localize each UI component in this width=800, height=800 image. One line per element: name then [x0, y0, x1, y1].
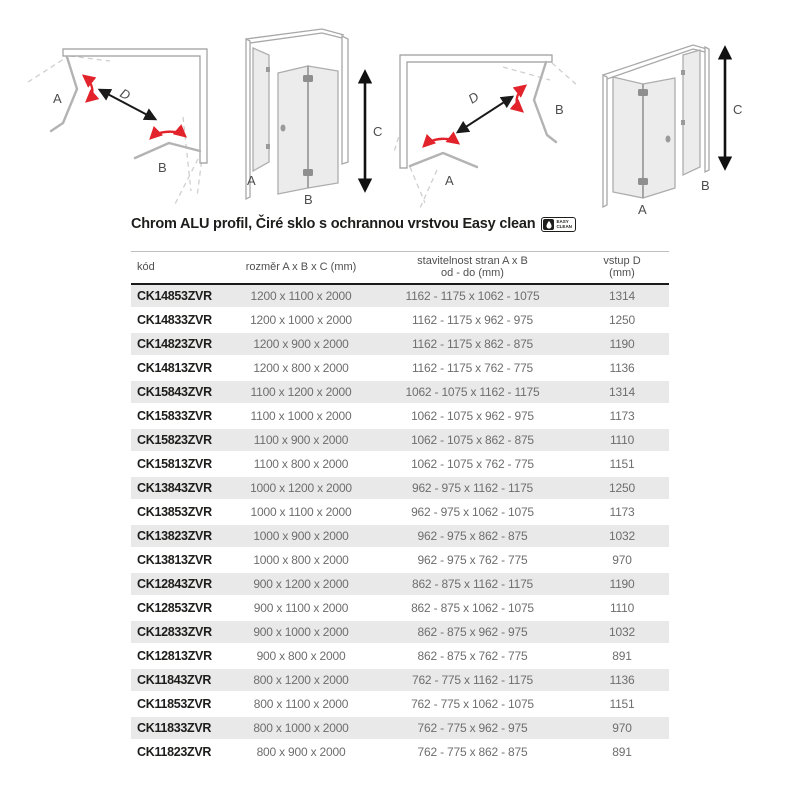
cell-entry: 1250 — [575, 476, 669, 500]
table-row — [131, 548, 669, 572]
table-row — [131, 644, 669, 668]
cell-adjustability: 1062 - 1075 x 962 - 975 — [370, 404, 575, 428]
cell-entry: 1032 — [575, 620, 669, 644]
cell-size: 1000 x 900 x 2000 — [232, 524, 370, 548]
cell-size: 1100 x 1000 x 2000 — [232, 404, 370, 428]
door-b-fold — [534, 62, 556, 142]
panel-a — [253, 48, 269, 171]
cell-entry: 1151 — [575, 452, 669, 476]
cell-size: 1200 x 1000 x 2000 — [232, 308, 370, 332]
cell-entry: 1173 — [575, 500, 669, 524]
cell-entry: 1250 — [575, 308, 669, 332]
cell-code: CK13823ZVR — [131, 524, 232, 548]
cell-entry: 1314 — [575, 380, 669, 404]
cell-adjustability: 762 - 775 x 1062 - 1075 — [370, 692, 575, 716]
swing-arrow-b — [151, 132, 185, 138]
hinge-a-bottom — [266, 144, 270, 149]
cell-size: 1200 x 900 x 2000 — [232, 332, 370, 356]
cell-size: 1200 x 800 x 2000 — [232, 356, 370, 380]
cell-entry: 970 — [575, 548, 669, 572]
label-c: C — [373, 124, 383, 139]
cell-adjustability: 962 - 975 x 1162 - 1175 — [370, 476, 575, 500]
label-b: B — [555, 102, 564, 117]
cell-size: 1200 x 1100 x 2000 — [232, 284, 370, 308]
label-c: C — [733, 102, 743, 117]
col-header-adjustability-line2: od - do (mm) — [441, 267, 504, 279]
swing-dashed-lines — [394, 63, 578, 208]
table-row — [131, 524, 669, 548]
door-handle — [666, 136, 671, 143]
cell-entry: 1173 — [575, 404, 669, 428]
table-row — [131, 740, 669, 764]
cell-entry: 1136 — [575, 668, 669, 692]
panel-b — [683, 50, 700, 175]
cell-size: 800 x 1100 x 2000 — [232, 692, 370, 716]
cell-adjustability: 1062 - 1075 x 762 - 775 — [370, 452, 575, 476]
cell-code: CK12813ZVR — [131, 644, 232, 668]
droplet-icon — [543, 219, 554, 230]
hinge-a-top — [638, 89, 648, 96]
cell-size: 900 x 1100 x 2000 — [232, 596, 370, 620]
badge-line-2: CLEAN — [556, 224, 572, 229]
cell-size: 1000 x 1200 x 2000 — [232, 476, 370, 500]
page-title: Chrom ALU profil, Čiré sklo s ochrannou vrstvou Easy clean — [131, 216, 536, 232]
cell-code: CK15813ZVR — [131, 452, 232, 476]
col-header-adjustability-line1: stavitelnost stran A x B — [417, 255, 528, 267]
cell-size: 800 x 900 x 2000 — [232, 740, 370, 764]
hinge-b-mid — [681, 120, 685, 125]
cell-code: CK13853ZVR — [131, 500, 232, 524]
cell-size: 900 x 1000 x 2000 — [232, 620, 370, 644]
cell-size: 1000 x 1100 x 2000 — [232, 500, 370, 524]
swing-dashed-lines — [28, 56, 205, 206]
table-row — [131, 308, 669, 332]
cell-adjustability: 962 - 975 x 762 - 775 — [370, 548, 575, 572]
cell-code: CK13813ZVR — [131, 548, 232, 572]
table-row — [131, 404, 669, 428]
spec-table — [131, 251, 669, 765]
wall-top-rail — [246, 29, 344, 39]
cell-entry: 970 — [575, 716, 669, 740]
door-handle — [281, 125, 286, 132]
easy-clean-badge — [541, 217, 576, 232]
hinge-a-top — [266, 67, 270, 72]
col-header-size: rozměr A x B x C (mm) — [232, 252, 370, 285]
table-header-row — [131, 252, 669, 285]
cell-entry: 1314 — [575, 284, 669, 308]
cell-code: CK15833ZVR — [131, 404, 232, 428]
cell-adjustability: 762 - 775 x 862 - 875 — [370, 740, 575, 764]
col-header-adjustability — [370, 252, 575, 285]
wall-outline — [63, 49, 207, 163]
wall-outline — [400, 55, 552, 168]
label-d: D — [117, 85, 133, 104]
swing-arrow-b — [517, 86, 525, 111]
cell-code: CK11853ZVR — [131, 692, 232, 716]
col-header-entry-line1: vstup D — [603, 255, 641, 267]
table-row — [131, 692, 669, 716]
cell-size: 1100 x 1200 x 2000 — [232, 380, 370, 404]
cell-adjustability: 862 - 875 x 962 - 975 — [370, 620, 575, 644]
cell-code: CK12843ZVR — [131, 572, 232, 596]
table-row — [131, 716, 669, 740]
wall-right-return — [342, 36, 348, 164]
wall-left-post — [603, 75, 607, 207]
cell-entry: 1136 — [575, 356, 669, 380]
door-b-fold — [135, 143, 200, 158]
table-row — [131, 356, 669, 380]
table-row — [131, 500, 669, 524]
label-a: A — [638, 202, 647, 217]
cell-adjustability: 862 - 875 x 1062 - 1075 — [370, 596, 575, 620]
dimension-arrow-d — [458, 97, 512, 132]
label-a: A — [247, 173, 256, 188]
cell-adjustability: 1162 - 1175 x 1062 - 1075 — [370, 284, 575, 308]
cell-code: CK15843ZVR — [131, 380, 232, 404]
diagram-perspective-right — [588, 22, 773, 227]
cell-entry: 1032 — [575, 524, 669, 548]
cell-size: 800 x 1200 x 2000 — [232, 668, 370, 692]
cell-adjustability: 762 - 775 x 962 - 975 — [370, 716, 575, 740]
wall-right-post — [705, 47, 709, 172]
cell-code: CK14813ZVR — [131, 356, 232, 380]
label-a: A — [53, 91, 62, 106]
cell-entry: 1190 — [575, 332, 669, 356]
label-b: B — [304, 192, 313, 207]
cell-code: CK12853ZVR — [131, 596, 232, 620]
cell-size: 1100 x 800 x 2000 — [232, 452, 370, 476]
table-row — [131, 572, 669, 596]
table-row — [131, 380, 669, 404]
table-row — [131, 620, 669, 644]
cell-adjustability: 1162 - 1175 x 762 - 775 — [370, 356, 575, 380]
cell-adjustability: 1062 - 1075 x 862 - 875 — [370, 428, 575, 452]
hinge-a-bottom — [638, 178, 648, 185]
cell-entry: 1151 — [575, 692, 669, 716]
label-d: D — [465, 88, 482, 107]
easy-clean-badge-text — [556, 219, 572, 229]
label-b: B — [158, 160, 167, 175]
cell-size: 900 x 1200 x 2000 — [232, 572, 370, 596]
cell-entry: 1190 — [575, 572, 669, 596]
cell-code: CK15823ZVR — [131, 428, 232, 452]
table-row — [131, 476, 669, 500]
cell-entry: 891 — [575, 740, 669, 764]
cell-size: 1100 x 900 x 2000 — [232, 428, 370, 452]
cell-adjustability: 762 - 775 x 1162 - 1175 — [370, 668, 575, 692]
cell-code: CK14833ZVR — [131, 308, 232, 332]
table-row — [131, 452, 669, 476]
cell-entry: 1110 — [575, 428, 669, 452]
swing-arrow-a — [424, 139, 458, 146]
door-a-fold — [410, 153, 477, 167]
hinge-b-top — [303, 75, 313, 82]
col-header-code: kód — [131, 252, 232, 285]
label-b: B — [701, 178, 710, 193]
cell-adjustability: 862 - 875 x 1162 - 1175 — [370, 572, 575, 596]
cell-adjustability: 1162 - 1175 x 962 - 975 — [370, 308, 575, 332]
cell-adjustability: 1062 - 1075 x 1162 - 1175 — [370, 380, 575, 404]
cell-code: CK14823ZVR — [131, 332, 232, 356]
table-row — [131, 596, 669, 620]
swing-arrow-a — [84, 76, 92, 101]
cell-size: 1000 x 800 x 2000 — [232, 548, 370, 572]
table-row — [131, 284, 669, 308]
hinge-b-bottom — [303, 169, 313, 176]
col-header-entry — [575, 252, 669, 285]
label-a: A — [445, 173, 454, 188]
title-row — [131, 216, 576, 232]
cell-code: CK11823ZVR — [131, 740, 232, 764]
table-row — [131, 428, 669, 452]
cell-code: CK11843ZVR — [131, 668, 232, 692]
cell-code: CK11833ZVR — [131, 716, 232, 740]
diagram-perspective-left — [232, 22, 392, 217]
cell-adjustability: 962 - 975 x 1062 - 1075 — [370, 500, 575, 524]
cell-entry: 891 — [575, 644, 669, 668]
table-row — [131, 332, 669, 356]
table-row — [131, 668, 669, 692]
cell-entry: 1110 — [575, 596, 669, 620]
cell-size: 900 x 800 x 2000 — [232, 644, 370, 668]
cell-size: 800 x 1000 x 2000 — [232, 716, 370, 740]
diagram-top-view-left — [20, 40, 220, 212]
cell-adjustability: 962 - 975 x 862 - 875 — [370, 524, 575, 548]
col-header-entry-line2: (mm) — [609, 267, 635, 279]
badge-line-1: EASY — [556, 219, 569, 224]
cell-adjustability: 862 - 875 x 762 - 775 — [370, 644, 575, 668]
cell-code: CK13843ZVR — [131, 476, 232, 500]
cell-code: CK12833ZVR — [131, 620, 232, 644]
cell-code: CK14853ZVR — [131, 284, 232, 308]
wall-top-rail-inner — [250, 33, 342, 43]
cell-adjustability: 1162 - 1175 x 862 - 875 — [370, 332, 575, 356]
hinge-b-top — [681, 70, 685, 75]
diagram-top-view-right — [392, 40, 587, 212]
